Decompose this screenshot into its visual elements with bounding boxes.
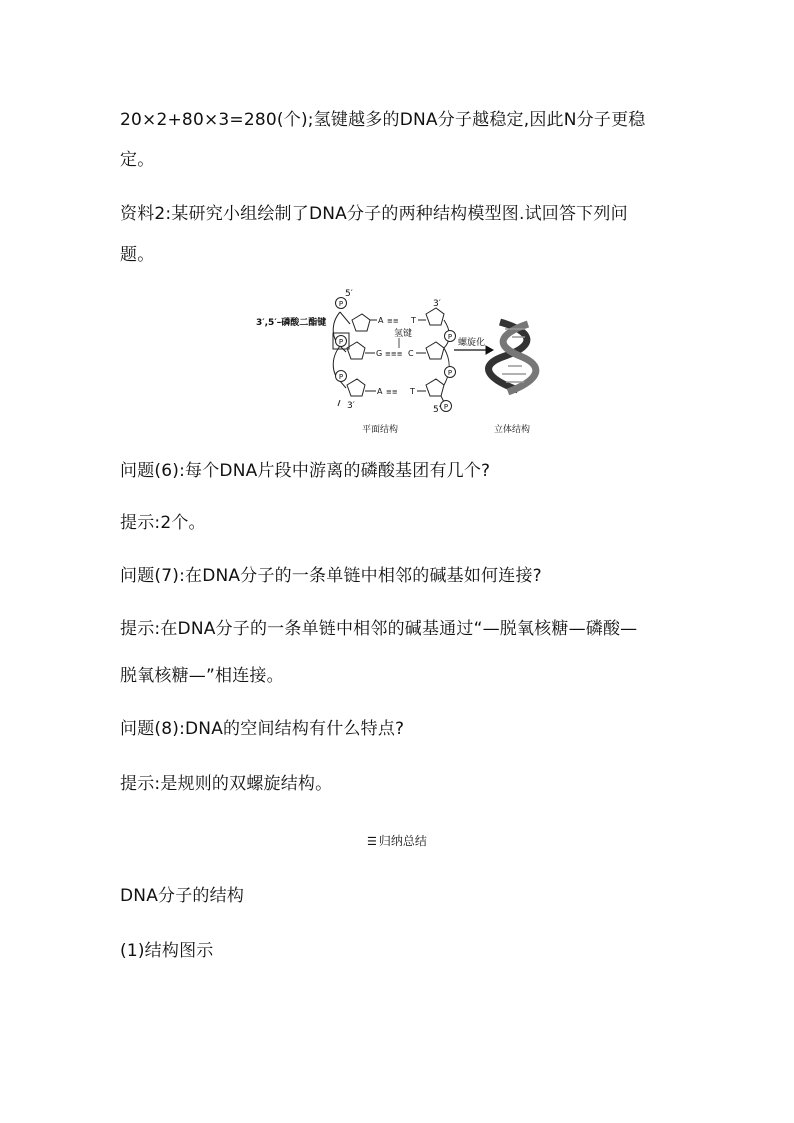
label-5-bottom: 5′ [433,405,441,415]
line-6: 提示:2个。 [120,513,206,533]
phosphate-4: P [443,403,449,411]
base-t-3: T [410,387,415,396]
line-9: 脱氧核糖—”相连接。 [120,666,284,686]
label-hydrogen-bond: 氢键 [394,329,413,339]
base-t-1: T [411,316,416,325]
caption-planar: 平面结构 [362,425,399,435]
phosphate-1: P [338,300,344,308]
line-2: 定。 [120,150,155,170]
phosphate-2: P [338,338,344,346]
summary-title: 归纳总结 [378,834,427,848]
line-7: 问题(7):在DNA分子的一条单链中相邻的碱基如何连接? [120,566,542,586]
line-10: 问题(8):DNA的空间结构有什么特点? [120,719,405,739]
summary-heading [0,832,794,851]
line-13: (1)结构图示 [120,941,214,961]
line-11: 提示:是规则的双螺旋结构。 [120,774,333,794]
dna-structure-figure [250,284,550,436]
line-5: 问题(6):每个DNA片段中游离的磷酸基团有几个? [120,461,491,481]
line-12: DNA分子的结构 [120,886,245,906]
base-c-2: C [408,349,414,358]
summary-icon: ☰ [367,835,377,848]
phosphate-3: P [338,373,344,381]
phosphate-5: P [447,333,453,341]
label-3-bottom: 3′ [347,401,355,411]
line-3: 资料2:某研究小组绘制了DNA分子的两种结构模型图.试回答下列问 [120,204,628,224]
caption-3d: 立体结构 [494,425,531,435]
line-4: 题。 [120,245,155,265]
label-3-top: 3′ [433,299,441,309]
bond-2: ≡≡≡ [385,350,403,358]
line-1: 20×2+80×3=280(个);氢键越多的DNA分子越稳定,因此N分子更稳 [120,110,646,130]
bond-1: ≡≡ [387,317,399,325]
phosphate-6: P [447,369,453,377]
base-a-3: A [377,387,383,396]
line-8: 提示:在DNA分子的一条单链中相邻的碱基通过“—脱氧核糖—磷酸— [120,619,638,639]
double-helix-image [489,322,536,392]
label-phosphodiester-bond: 3′,5′–磷酸二酯键 [256,318,327,328]
bond-3: ≡≡ [386,388,398,396]
base-g-2: G [376,349,383,358]
dna-diagram [250,284,550,436]
label-helix: 螺旋化 [458,338,486,348]
base-a-1: A [378,316,384,325]
label-5-top: 5′ [345,289,353,299]
